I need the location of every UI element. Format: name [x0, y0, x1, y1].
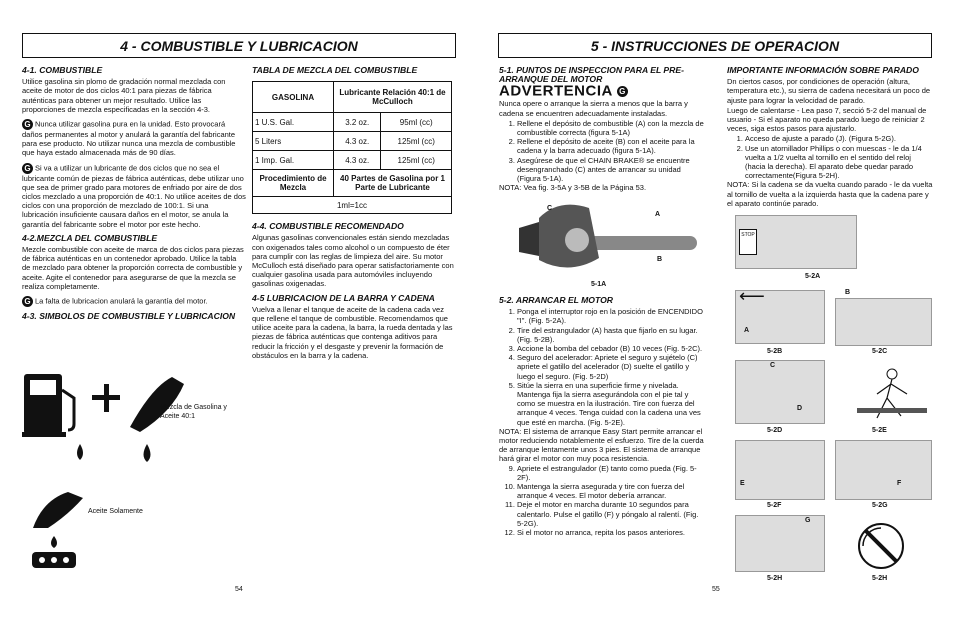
figure-5-2f — [735, 440, 825, 500]
oil-can-icon — [28, 490, 88, 530]
table-row — [253, 132, 452, 151]
table-header-lubricante: Lubricante Relación 40:1 de McCulloch — [334, 82, 452, 113]
warning-heading — [499, 82, 704, 100]
s42-title: 4-2.MEZCLA DEL COMBUSTIBLE — [22, 232, 158, 243]
list-item: 2. Use un atornillador Phillips o con muescas - le da 1/4 vuelta a 1/2 vuelta al tornillo en el sentido del reloj (hacia la derecha). El aparato debe quedar parado correctamente(Figura 5-2H). — [745, 144, 933, 181]
table-cell: 4.3 oz. — [334, 132, 381, 151]
table-cell: 95ml (cc) — [381, 113, 452, 132]
list-item: 2. Tire del estrangulador (A) hasta que fijarlo en su lugar. (Fig. 5-2B). — [517, 326, 704, 344]
table-row — [253, 113, 452, 132]
list-item: 12. Si el motor no arranca, repita los pasos anteriores. — [517, 528, 704, 537]
fig-letter: C — [547, 205, 553, 212]
warning-g-icon: G — [22, 296, 33, 307]
s41-p2-wrap — [22, 119, 246, 158]
page-number: 54 — [235, 586, 243, 593]
fig-letter: A — [655, 211, 661, 218]
page-number: 55 — [712, 586, 720, 593]
fig-caption: 5-2G — [872, 502, 888, 509]
list-item: 4. Seguro del acelerador: Apriete el seguro y sujételo (C) apriete el gatillo del acelerador (D) suelte el gatillo y luego el seguro. (Fig. 5-2D) — [517, 353, 704, 381]
fuel-pump-icon — [22, 372, 197, 487]
s45-p1: Vuelva a llenar el tanque de aceite de la cadena cada vez que rellene el tanque de combustible. Recomendamos que utilice aceite para la cadena, la barra, la rueda dentada y las piezas de fábrica auténticas que contenga aditivos para reducir la fricción y el desgaste y prevenir la formación de obstáculos en la barra y la cadena. — [252, 304, 453, 360]
s42-p1: Mezcle combustible con aceite de marca de dos ciclos para piezas de fábrica auténticas en un contenedor aprobado. Utilice la tabla de mezclado para obtener la proporción correcta de combustible y aceite. Agite el contenedor para asegurarse de que la mezcla se realiza completamente. — [22, 245, 244, 291]
mix-table — [252, 81, 452, 214]
s45-title: 4-5 LUBRICACION DE LA BARRA Y CADENA — [252, 292, 435, 303]
list-item: 1. Rellene el depósito de combustible (A) con la mezcla de combustible correcta (figura 5-1A) — [517, 119, 704, 137]
s43-title: 4-3. SIMBOLOS DE COMBUSTIBLE Y LUBRICACION — [22, 311, 236, 322]
s44-p1: Algunas gasolinas convencionales están siendo mezcladas con oxigenados tales como alcohol o un compuesto de éter para cumplir con las reglas de limpieza del aire. Su motor McCulloch está diseñado para operar satisfactoriamente con cualquier gasolina usada para automóviles incluyendo gasolinas oxigenadas. — [252, 233, 454, 289]
table-cell: 125ml (cc) — [381, 151, 452, 170]
fig-caption: 5-2A — [805, 273, 821, 280]
screwdriver-turn-icon — [855, 520, 907, 572]
left-column-2 — [252, 66, 456, 365]
s51-intro: Nunca opere o arranque la sierra a menos que la barra y cadena se encuentren adecuadamente instaladas. — [499, 99, 688, 118]
s52-title: 5-2. ARRANCAR EL MOTOR — [499, 295, 613, 305]
fig-letter: A — [744, 327, 750, 334]
fig-letter: E — [740, 480, 745, 487]
mix-label: Mezcla de Gasolina y Aceite 40:1 — [160, 404, 227, 420]
table-proc-text: 40 Partes de Gasolina por 1 Parte de Lubricante — [334, 170, 452, 197]
list-item: 1. Acceso de ajuste a parado (J). (Figura 5-2G). — [745, 134, 933, 143]
left-column-1 — [22, 66, 246, 323]
right-page — [477, 0, 954, 618]
list-item: 3. Asegúrese de que el CHAIN BRAKE® se encuentre desengranchado (C) antes de arrancar su unidad (Figura 5-1A). — [517, 156, 704, 184]
table-row — [253, 151, 452, 170]
fig-caption: 5-1A — [591, 281, 607, 288]
fig-caption: 5-2H — [767, 575, 783, 582]
list-item: 5. Sitúe la sierra en una superficie firme y nivelada. Mantenga fija la sierra asegurándola con el pie tal y como se muestra en la ilustración. Tire con fuerza del arranque 4 veces. Tenga cuidad con la cadena una ves que esté en marcha. (Fig. 5-2E). — [517, 381, 704, 427]
s41-p3: Si va a utilizar un lubricante de dos ciclos que no sea el lubricante común de piezas de fábrica auténticas, debe utilizar uno que sea de primer grado para motores de enfriado por aire de dos ciclos mezclado a una proporción de 40:1. No utilice aceites de dos ciclos con una proporción de mezclado de 100:1. Si una lubricación insuficiente causara daños en el motor, se anula la garantía del fabricante sobre el motor por este hecho. — [22, 163, 246, 229]
imp-note: NOTA: Si la cadena se da vuelta cuando parado - le da vuelta al tornillo de vuelta a la izquierda hasta que la cadena pare y el aparato continúe parado. — [727, 180, 933, 208]
oil-label: Aceite Solamente — [88, 508, 143, 515]
table-cell: 5 Liters — [253, 132, 334, 151]
fig-letter: B — [845, 289, 851, 296]
list-item: 3. Accione la bomba del cebador (B) 10 veces (Fig. 5-2C). — [517, 344, 704, 353]
fig-letter: D — [797, 405, 803, 412]
fig-caption: 5-2F — [767, 502, 782, 509]
figure-5-2g — [835, 440, 932, 500]
warning-text: ADVERTENCIA — [499, 82, 613, 100]
imp-p2: Luego de calentarse - Lea paso 7, secció 5-2 del manual de usuario - Si el aparato no queda parado luego de reiniciar 2 veces, siga estos pasos para ajustarlo. — [727, 105, 927, 134]
s52-list-a — [499, 307, 704, 427]
s42-p2-wrap — [22, 296, 246, 307]
s41-p3-wrap — [22, 163, 246, 229]
s51-note: NOTA: Vea fig. 3-5A y 3-5B de la Página 53. — [499, 183, 647, 193]
s51-title: 5-1. PUNTOS DE INSPECCION PARA EL PRE-ARRANQUE DEL MOTOR — [499, 65, 684, 85]
left-arrow-icon: ⟵ — [739, 286, 765, 306]
s41-title: 4-1. COMBUSTIBLE — [22, 65, 103, 75]
list-item: 9. Apriete el estrangulador (E) tanto como pueda (Fig. 5-2F). — [517, 464, 704, 482]
figure-5-2c — [835, 298, 932, 346]
right-column-1 — [499, 66, 704, 197]
chainsaw-figure-5-1a — [499, 198, 699, 280]
list-item: 10. Mantenga la sierra asegurada y tire con fuerza del arranque 4 veces. El motor debería arrancar. — [517, 482, 704, 500]
imp-title: IMPORTANTE INFORMACIÓN SOBRE PARADO — [727, 65, 919, 75]
table-proc-label: Procedimiento de Mezcla — [253, 170, 334, 197]
fig-caption: 5-2B — [767, 348, 783, 355]
left-header: 4 - COMBUSTIBLE Y LUBRICACION — [22, 33, 456, 58]
s42-p2: La falta de lubricacion anulará la garantía del motor. — [35, 296, 208, 306]
figure-5-2h-left — [735, 515, 825, 572]
table-cell: 1 U.S. Gal. — [253, 113, 334, 132]
table-header-row — [253, 82, 452, 113]
figure-5-2d — [735, 360, 825, 424]
stop-label: STOP — [741, 232, 755, 238]
warning-g-icon: G — [617, 86, 628, 97]
fig-caption: 5-2E — [872, 427, 887, 434]
chain-oil-icon — [30, 536, 78, 570]
s52-list-b — [499, 464, 704, 538]
list-item: 1. Ponga el interruptor rojo en la posición de ENCENDIDO "I". (Fig. 5-2A). — [517, 307, 704, 325]
right-header: 5 - INSTRUCCIONES DE OPERACION — [498, 33, 932, 58]
fig-letter: C — [770, 362, 776, 369]
right-column-1b — [499, 296, 704, 537]
table-title: TABLA DE MEZCLA DEL COMBUSTIBLE — [252, 65, 418, 75]
s52-note: NOTA: El sistema de arranque Easy Start permite arrancar el motor reduciendo notablemente el esfuerzo. Tire de la cuerda de arranque lentamente unos 3 pies. El sistema de arranque hará girar el motor con muy poca resistencia. — [499, 426, 704, 464]
fig-letter: G — [805, 517, 811, 524]
s41-p1: Utilice gasolina sin plomo de gradación normal mezclada con aceite de motor de dos ciclos 40:1 para piezas de fábrica auténticas para obtener un mejor resultado. Utilice las proporciones de mezcla especificadas en la sección 4-3. — [22, 77, 226, 114]
imp-p1: Dn ciertos casos, por condiciones de operación (altura, temperatura etc.), su sierra de cadena necesitará un poco de ajuste para lograr la velocidad de parado. — [727, 77, 931, 105]
table-header-gasolina: GASOLINA — [253, 82, 334, 113]
table-cell: 125ml (cc) — [381, 132, 452, 151]
stop-switch-icon — [739, 229, 757, 255]
s44-title: 4-4. COMBUSTIBLE RECOMENDADO — [252, 221, 404, 232]
table-cell: 4.3 oz. — [334, 151, 381, 170]
fig-caption: 5-2C — [872, 348, 888, 355]
fig-letter: B — [657, 256, 663, 263]
table-cell: 1 Imp. Gal. — [253, 151, 334, 170]
warning-g-icon: G — [22, 163, 33, 174]
warning-g-icon: G — [22, 119, 33, 130]
figure-5-2e — [837, 366, 933, 424]
table-foot: 1ml=1cc — [253, 197, 452, 214]
list-item: 11. Deje el motor en marcha durante 10 segundos para calentarlo. Pulse el gatillo (F) y póngalo al ralentí. (Fig. 5-2G). — [517, 500, 704, 528]
right-column-2 — [727, 66, 933, 213]
fig-caption: 5-2D — [767, 427, 783, 434]
table-row — [253, 170, 452, 197]
s51-list — [499, 119, 704, 183]
table-cell: 3.2 oz. — [334, 113, 381, 132]
list-item: 2. Rellene el depósito de aceite (B) con el aceite para la cadena y la barra adecuado (figura 5-1A). — [517, 137, 704, 155]
table-row — [253, 197, 452, 214]
imp-list — [727, 134, 933, 180]
s41-p2: Nunca utilizar gasolina pura en la unidad. Esto provocará daños permanentes al motor y anulará la garantía del fabricante para ese producto. No utilizar nunca una mezcla de combustible que haya estado almacenada más de 90 días. — [22, 119, 236, 158]
fig-caption: 5-2H — [872, 575, 888, 582]
fig-letter: F — [897, 480, 902, 487]
